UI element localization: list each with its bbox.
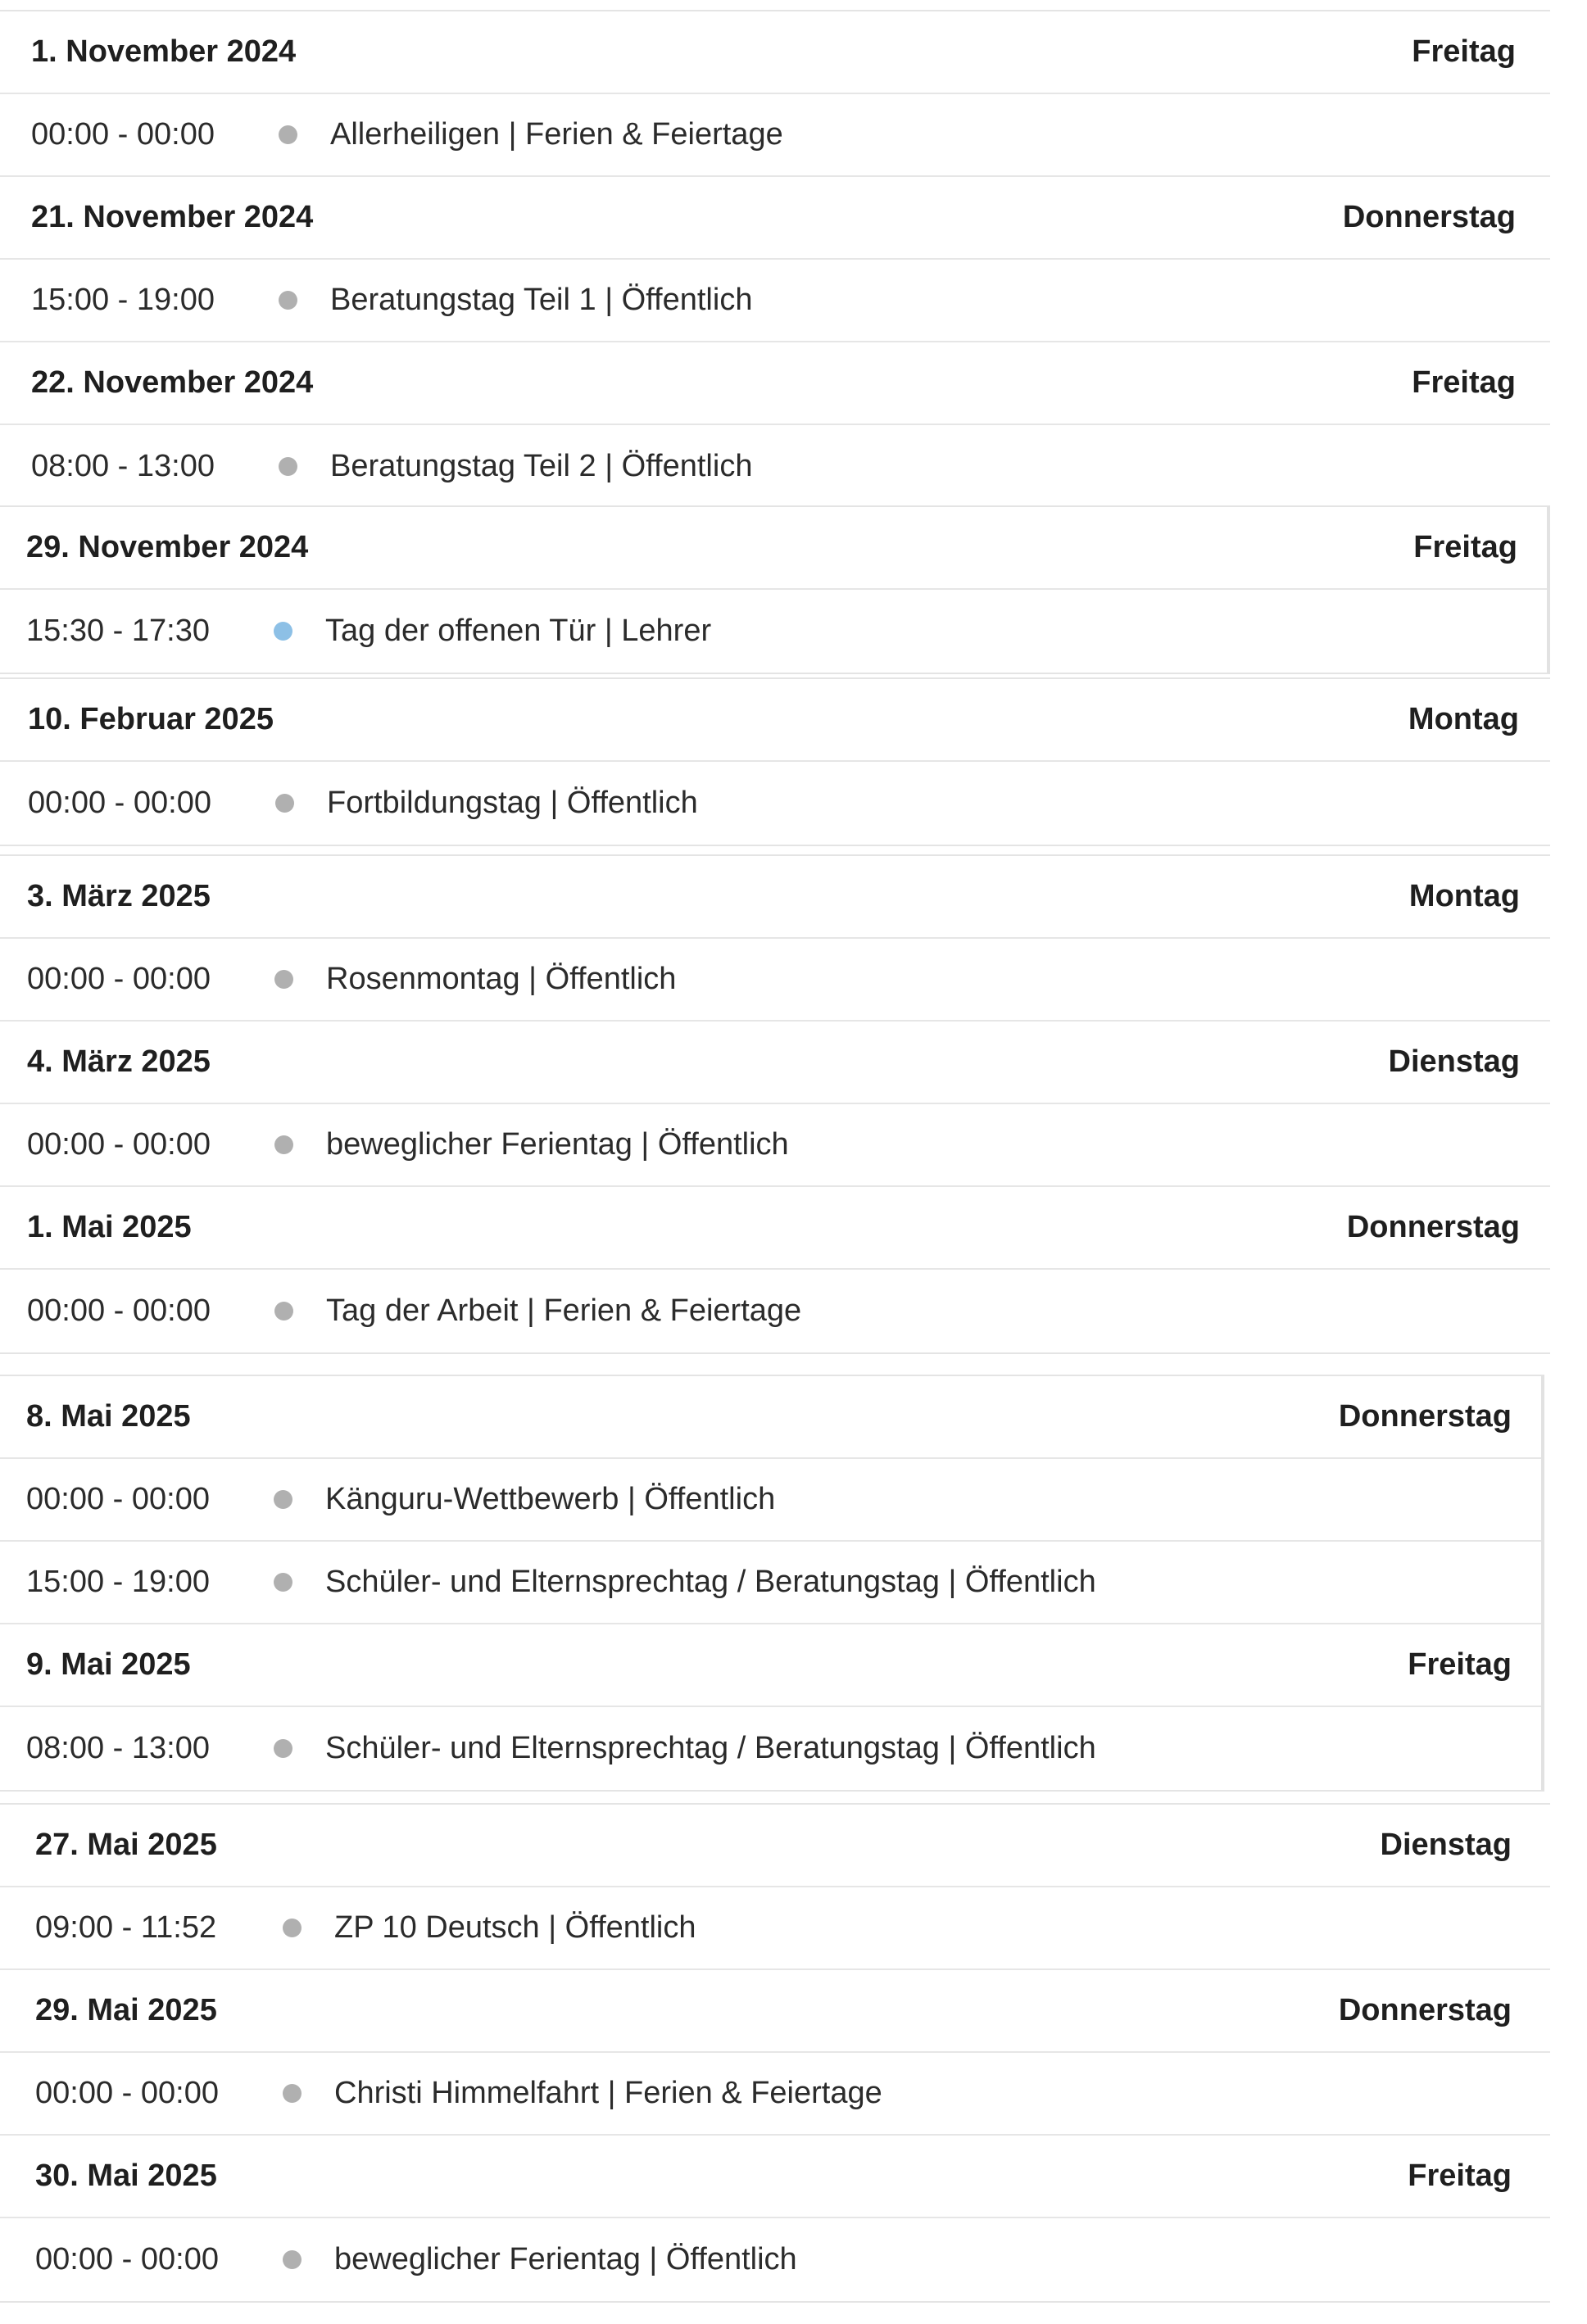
category-dot-icon bbox=[279, 291, 297, 310]
category-dot-icon bbox=[274, 1135, 293, 1154]
date-label: 22. November 2024 bbox=[31, 365, 314, 400]
weekday-label: Donnerstag bbox=[1342, 200, 1516, 234]
date-header-row bbox=[0, 856, 1550, 939]
event-time: 15:30 - 17:30 bbox=[26, 614, 210, 648]
date-label: 30. Mai 2025 bbox=[35, 2159, 217, 2193]
event-title[interactable]: Tag der offenen Tür | Lehrer bbox=[325, 614, 712, 648]
event-row[interactable] bbox=[0, 1542, 1541, 1624]
event-title[interactable]: Fortbildungstag | Öffentlich bbox=[327, 786, 698, 820]
category-dot-icon bbox=[283, 2250, 302, 2269]
weekday-label: Dienstag bbox=[1380, 1828, 1512, 1862]
event-title[interactable]: Beratungstag Teil 2 | Öffentlich bbox=[330, 449, 753, 483]
event-title[interactable]: Beratungstag Teil 1 | Öffentlich bbox=[330, 283, 753, 317]
event-title[interactable]: beweglicher Ferientag | Öffentlich bbox=[326, 1127, 789, 1162]
event-row[interactable] bbox=[0, 2218, 1550, 2301]
date-label: 21. November 2024 bbox=[31, 200, 314, 234]
event-title[interactable]: Tag der Arbeit | Ferien & Feiertage bbox=[326, 1293, 802, 1328]
date-label: 29. November 2024 bbox=[26, 530, 309, 564]
event-time: 00:00 - 00:00 bbox=[27, 1127, 211, 1162]
event-panel bbox=[0, 1803, 1550, 2303]
event-time: 00:00 - 00:00 bbox=[27, 962, 211, 996]
event-time: 15:00 - 19:00 bbox=[31, 283, 215, 317]
date-header-row bbox=[0, 507, 1547, 590]
weekday-label: Donnerstag bbox=[1338, 1399, 1512, 1434]
date-header-row bbox=[0, 1970, 1550, 2053]
event-row[interactable] bbox=[0, 1104, 1550, 1187]
event-panel bbox=[0, 10, 1550, 510]
weekday-label: Freitag bbox=[1408, 1647, 1512, 1682]
event-time: 08:00 - 13:00 bbox=[31, 449, 215, 483]
event-row[interactable] bbox=[0, 2053, 1550, 2136]
weekday-label: Donnerstag bbox=[1346, 1210, 1520, 1244]
date-label: 9. Mai 2025 bbox=[26, 1647, 191, 1682]
weekday-label: Dienstag bbox=[1388, 1044, 1520, 1079]
event-title[interactable]: Rosenmontag | Öffentlich bbox=[326, 962, 677, 996]
category-dot-icon bbox=[274, 1490, 292, 1509]
event-time: 00:00 - 00:00 bbox=[35, 2242, 219, 2276]
date-header-row bbox=[0, 1805, 1550, 1887]
category-dot-icon bbox=[283, 1919, 302, 1937]
category-dot-icon bbox=[279, 125, 297, 144]
event-time: 00:00 - 00:00 bbox=[26, 1482, 210, 1516]
event-panel bbox=[0, 1375, 1544, 1792]
date-label: 29. Mai 2025 bbox=[35, 1993, 217, 2027]
event-panel bbox=[0, 677, 1550, 846]
event-title[interactable]: Christi Himmelfahrt | Ferien & Feiertage bbox=[334, 2076, 882, 2110]
date-header-row bbox=[0, 11, 1550, 94]
date-label: 1. November 2024 bbox=[31, 34, 297, 69]
event-title[interactable]: ZP 10 Deutsch | Öffentlich bbox=[334, 1910, 696, 1945]
category-dot-icon bbox=[274, 1739, 292, 1758]
event-title[interactable]: Känguru-Wettbewerb | Öffentlich bbox=[325, 1482, 776, 1516]
weekday-label: Freitag bbox=[1408, 2159, 1512, 2193]
category-dot-icon bbox=[283, 2084, 302, 2103]
category-dot-icon bbox=[274, 970, 293, 989]
category-dot-icon bbox=[274, 622, 292, 641]
date-header-row bbox=[0, 1376, 1541, 1459]
category-dot-icon bbox=[274, 1573, 292, 1592]
weekday-label: Freitag bbox=[1413, 530, 1517, 564]
event-row[interactable] bbox=[0, 260, 1550, 342]
date-header-row bbox=[0, 1187, 1550, 1270]
event-row[interactable] bbox=[0, 762, 1550, 845]
date-header-row bbox=[0, 679, 1550, 762]
event-time: 00:00 - 00:00 bbox=[35, 2076, 219, 2110]
weekday-label: Freitag bbox=[1412, 34, 1516, 69]
date-header-row bbox=[0, 1022, 1550, 1104]
event-time: 00:00 - 00:00 bbox=[27, 1293, 211, 1328]
date-label: 10. Februar 2025 bbox=[28, 702, 274, 736]
date-label: 3. März 2025 bbox=[27, 879, 211, 913]
event-time: 08:00 - 13:00 bbox=[26, 1731, 210, 1765]
weekday-label: Donnerstag bbox=[1338, 1993, 1512, 2027]
event-row[interactable] bbox=[0, 1270, 1550, 1352]
date-label: 1. Mai 2025 bbox=[27, 1210, 192, 1244]
date-label: 27. Mai 2025 bbox=[35, 1828, 217, 1862]
event-title[interactable]: Allerheiligen | Ferien & Feiertage bbox=[330, 117, 783, 152]
event-row[interactable] bbox=[0, 590, 1547, 673]
event-row[interactable] bbox=[0, 1707, 1541, 1790]
event-time: 00:00 - 00:00 bbox=[31, 117, 215, 152]
event-time: 00:00 - 00:00 bbox=[28, 786, 211, 820]
event-panel bbox=[0, 505, 1550, 674]
event-row[interactable] bbox=[0, 1887, 1550, 1970]
category-dot-icon bbox=[274, 1302, 293, 1321]
date-header-row bbox=[0, 2136, 1550, 2218]
event-row[interactable] bbox=[0, 939, 1550, 1022]
event-title[interactable]: beweglicher Ferientag | Öffentlich bbox=[334, 2242, 797, 2276]
category-dot-icon bbox=[275, 794, 294, 813]
event-row[interactable] bbox=[0, 1459, 1541, 1542]
event-time: 15:00 - 19:00 bbox=[26, 1565, 210, 1599]
category-dot-icon bbox=[279, 457, 297, 476]
weekday-label: Montag bbox=[1408, 702, 1519, 736]
event-row[interactable] bbox=[0, 94, 1550, 177]
date-header-row bbox=[0, 1624, 1541, 1707]
event-row[interactable] bbox=[0, 425, 1550, 508]
date-label: 8. Mai 2025 bbox=[26, 1399, 191, 1434]
weekday-label: Freitag bbox=[1412, 365, 1516, 400]
weekday-label: Montag bbox=[1408, 879, 1520, 913]
date-header-row bbox=[0, 177, 1550, 260]
date-label: 4. März 2025 bbox=[27, 1044, 211, 1079]
date-header-row bbox=[0, 342, 1550, 425]
event-title[interactable]: Schüler- und Elternsprechtag / Beratungstag | Öffentlich bbox=[325, 1565, 1096, 1599]
event-time: 09:00 - 11:52 bbox=[35, 1910, 217, 1945]
event-panel bbox=[0, 854, 1550, 1354]
event-title[interactable]: Schüler- und Elternsprechtag / Beratungstag | Öffentlich bbox=[325, 1731, 1096, 1765]
